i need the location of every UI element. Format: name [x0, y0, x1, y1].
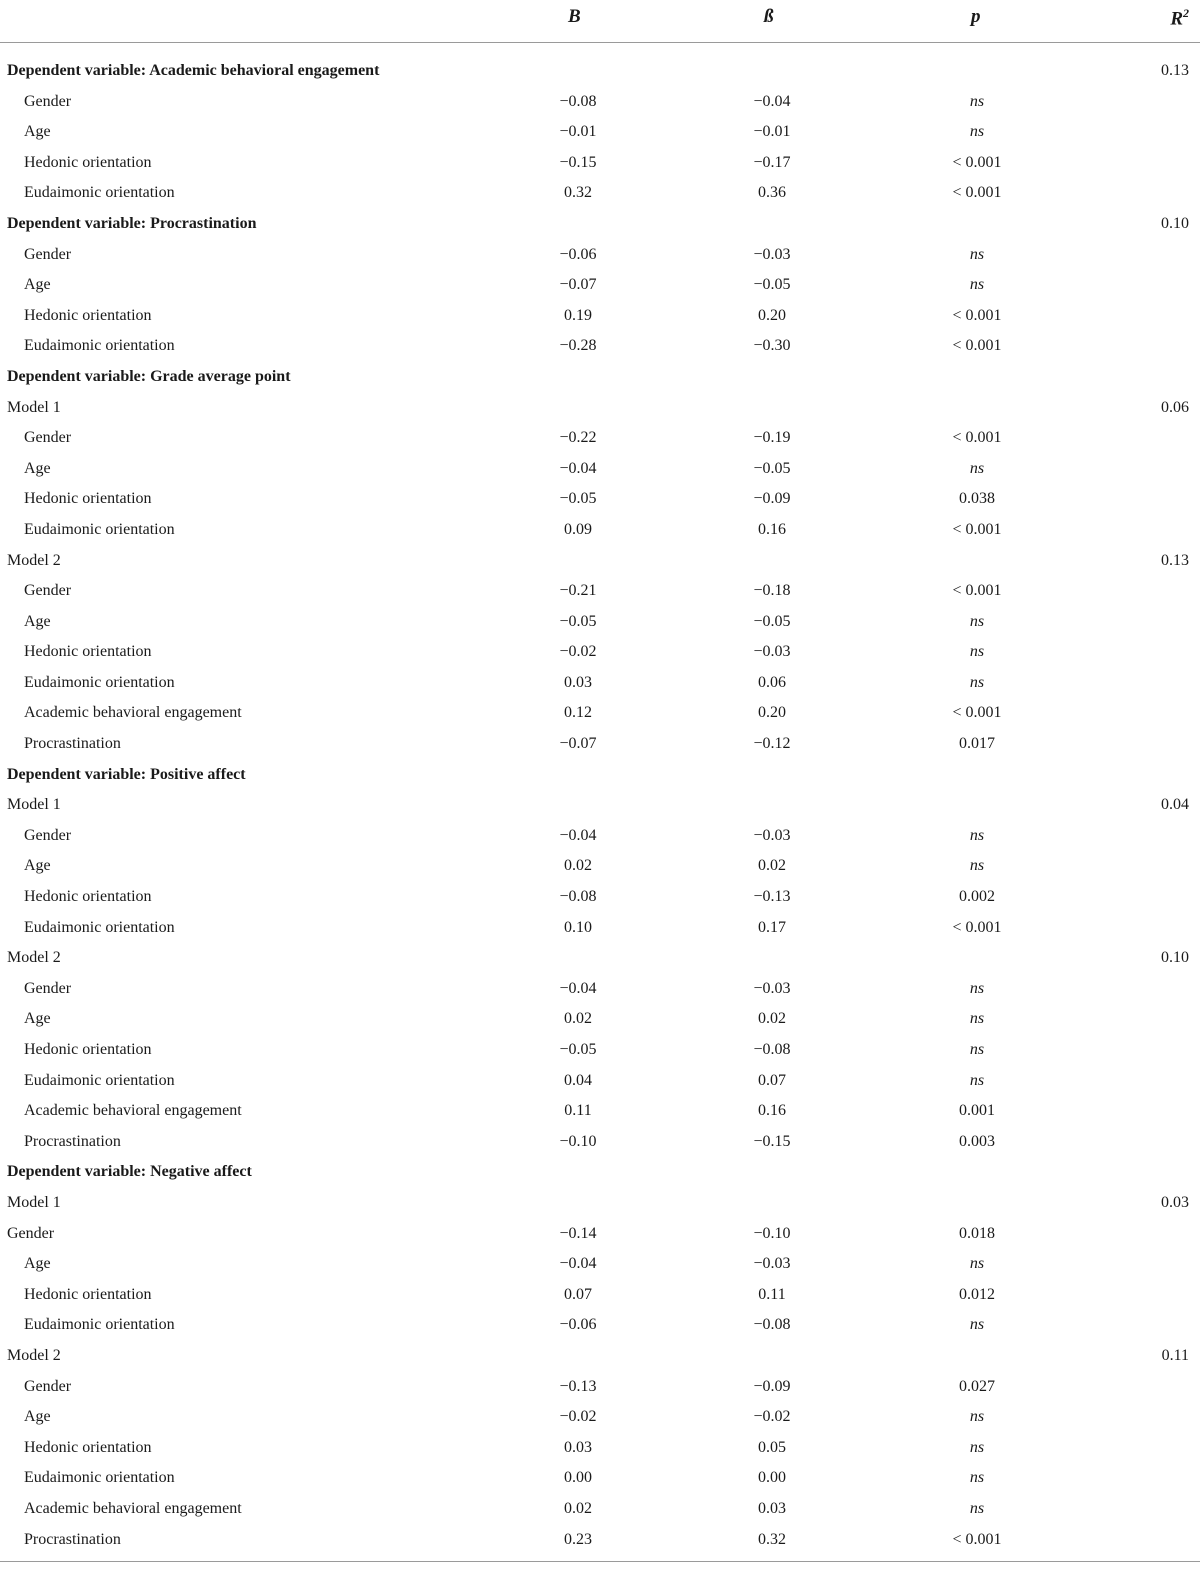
p-value: 0.003	[959, 1132, 995, 1150]
b-value: −0.21	[559, 582, 597, 600]
model-label: Model 2	[7, 949, 61, 967]
table-row	[0, 1127, 1200, 1158]
p-value: ns	[969, 459, 985, 477]
b-value: −0.07	[559, 735, 597, 753]
section-label: Dependent variable: Grade average point	[7, 367, 291, 385]
b-value: 0.03	[564, 1438, 592, 1456]
p-value: ns	[969, 1469, 985, 1487]
beta-value: −0.03	[753, 245, 791, 263]
beta-value: −0.05	[753, 459, 791, 477]
p-value: 0.038	[959, 490, 995, 508]
table-row	[0, 1096, 1200, 1127]
beta-value: 0.20	[758, 306, 786, 324]
b-value: −0.10	[559, 1132, 597, 1150]
p-value: ns	[969, 979, 985, 997]
beta-value: −0.03	[753, 1255, 791, 1273]
beta-value: 0.05	[758, 1438, 786, 1456]
b-value: −0.22	[559, 429, 597, 447]
b-value: −0.01	[559, 123, 597, 141]
column-header-r2	[1170, 6, 1189, 30]
predictor-label: Hedonic orientation	[24, 1285, 152, 1303]
predictor-label: Academic behavioral engagement	[24, 1499, 242, 1517]
table-row	[0, 668, 1200, 699]
b-value: 0.07	[564, 1285, 592, 1303]
model-row	[0, 393, 1200, 424]
p-value: ns	[969, 245, 985, 263]
table-row	[0, 240, 1200, 271]
table-row	[0, 974, 1200, 1005]
predictor-label: Eudaimonic orientation	[24, 1071, 175, 1089]
r2-value: 0.06	[1161, 398, 1189, 416]
table-row	[0, 729, 1200, 760]
beta-value: −0.01	[753, 123, 791, 141]
section-label: Dependent variable: Positive affect	[7, 765, 246, 783]
beta-value: 0.02	[758, 1010, 786, 1028]
b-value: −0.04	[559, 979, 597, 997]
table-row	[0, 1280, 1200, 1311]
predictor-label: Eudaimonic orientation	[24, 184, 175, 202]
predictor-label: Age	[24, 612, 51, 630]
model-label: Model 2	[7, 1346, 61, 1364]
beta-value: 0.16	[758, 520, 786, 538]
predictor-label: Gender	[7, 1224, 55, 1242]
table-row	[0, 1525, 1200, 1556]
r2-superscript: 2	[1183, 6, 1189, 20]
table-row	[0, 1433, 1200, 1464]
b-value: 0.02	[564, 1499, 592, 1517]
table-row	[0, 454, 1200, 485]
p-value: ns	[969, 276, 985, 294]
b-value: −0.06	[559, 245, 597, 263]
p-value: < 0.001	[952, 153, 1002, 171]
p-value: < 0.001	[952, 582, 1002, 600]
predictor-label: Age	[24, 123, 51, 141]
beta-value: 0.32	[758, 1530, 786, 1548]
b-value: 0.02	[564, 1010, 592, 1028]
beta-value: −0.15	[753, 1132, 791, 1150]
model-row	[0, 943, 1200, 974]
table-row	[0, 484, 1200, 515]
predictor-label: Academic behavioral engagement	[24, 704, 242, 722]
r2-value: 0.04	[1161, 796, 1189, 814]
table-row	[0, 1372, 1200, 1403]
model-row	[0, 790, 1200, 821]
table-row	[0, 301, 1200, 332]
p-value: ns	[969, 1438, 985, 1456]
b-value: 0.19	[564, 306, 592, 324]
model-label: Model 2	[7, 551, 61, 569]
table-row	[0, 87, 1200, 118]
predictor-label: Gender	[24, 1377, 72, 1395]
table-row	[0, 637, 1200, 668]
beta-value: 0.02	[758, 857, 786, 875]
beta-value: 0.07	[758, 1071, 786, 1089]
predictor-label: Hedonic orientation	[24, 888, 152, 906]
table-body	[0, 43, 1200, 1555]
column-header-p: p	[971, 6, 981, 27]
table-row	[0, 1402, 1200, 1433]
beta-value: −0.12	[753, 735, 791, 753]
beta-value: −0.04	[753, 92, 791, 110]
b-value: 0.23	[564, 1530, 592, 1548]
p-value: 0.002	[959, 888, 995, 906]
table-row	[0, 576, 1200, 607]
column-header-beta: ß	[764, 6, 774, 27]
p-value: < 0.001	[952, 337, 1002, 355]
p-value: < 0.001	[952, 1530, 1002, 1548]
beta-value: −0.03	[753, 979, 791, 997]
beta-value: −0.13	[753, 888, 791, 906]
predictor-label: Age	[24, 1408, 51, 1426]
predictor-label: Gender	[24, 245, 72, 263]
p-value: < 0.001	[952, 520, 1002, 538]
table-row	[0, 1494, 1200, 1525]
beta-value: −0.30	[753, 337, 791, 355]
table-row	[0, 423, 1200, 454]
p-value: ns	[969, 1255, 985, 1273]
p-value: 0.017	[959, 735, 995, 753]
table-row	[0, 1463, 1200, 1494]
table-row	[0, 1219, 1200, 1250]
r2-value: 0.10	[1161, 214, 1189, 232]
b-value: −0.14	[559, 1224, 597, 1242]
p-value: ns	[969, 826, 985, 844]
p-value: < 0.001	[952, 184, 1002, 202]
table-row	[0, 698, 1200, 729]
predictor-label: Age	[24, 276, 51, 294]
b-value: −0.05	[559, 612, 597, 630]
beta-value: 0.16	[758, 1102, 786, 1120]
model-label: Model 1	[7, 796, 61, 814]
beta-value: −0.03	[753, 826, 791, 844]
table-row	[0, 1310, 1200, 1341]
p-value: < 0.001	[952, 704, 1002, 722]
table-row	[0, 331, 1200, 362]
p-value: ns	[969, 1408, 985, 1426]
predictor-label: Procrastination	[24, 1530, 121, 1548]
table-row	[0, 913, 1200, 944]
beta-value: −0.05	[753, 612, 791, 630]
b-value: −0.05	[559, 490, 597, 508]
p-value: ns	[969, 673, 985, 691]
predictor-label: Gender	[24, 979, 72, 997]
model-row	[0, 1341, 1200, 1372]
section-row	[0, 209, 1200, 240]
predictor-label: Eudaimonic orientation	[24, 337, 175, 355]
b-value: −0.08	[559, 92, 597, 110]
section-row	[0, 56, 1200, 87]
predictor-label: Age	[24, 857, 51, 875]
beta-value: 0.36	[758, 184, 786, 202]
predictor-label: Age	[24, 459, 51, 477]
beta-value: −0.10	[753, 1224, 791, 1242]
model-label: Model 1	[7, 1193, 61, 1211]
p-value: < 0.001	[952, 429, 1002, 447]
beta-value: 0.20	[758, 704, 786, 722]
b-value: −0.08	[559, 888, 597, 906]
section-row	[0, 760, 1200, 791]
p-value: ns	[969, 1071, 985, 1089]
predictor-label: Age	[24, 1255, 51, 1273]
beta-value: −0.08	[753, 1316, 791, 1334]
beta-value: 0.06	[758, 673, 786, 691]
table-row	[0, 851, 1200, 882]
b-value: −0.07	[559, 276, 597, 294]
p-value: ns	[969, 1499, 985, 1517]
predictor-label: Gender	[24, 92, 72, 110]
predictor-label: Eudaimonic orientation	[24, 673, 175, 691]
b-value: −0.02	[559, 643, 597, 661]
table-row	[0, 270, 1200, 301]
predictor-label: Academic behavioral engagement	[24, 1102, 242, 1120]
predictor-label: Gender	[24, 582, 72, 600]
p-value: ns	[969, 612, 985, 630]
predictor-label: Hedonic orientation	[24, 153, 152, 171]
predictor-label: Age	[24, 1010, 51, 1028]
predictor-label: Eudaimonic orientation	[24, 1469, 175, 1487]
p-value: ns	[969, 857, 985, 875]
b-value: 0.04	[564, 1071, 592, 1089]
b-value: −0.04	[559, 459, 597, 477]
predictor-label: Procrastination	[24, 1132, 121, 1150]
beta-value: 0.11	[758, 1285, 786, 1303]
r2-base: R	[1170, 8, 1183, 30]
predictor-label: Hedonic orientation	[24, 306, 152, 324]
predictor-label: Eudaimonic orientation	[24, 918, 175, 936]
beta-value: −0.19	[753, 429, 791, 447]
b-value: −0.28	[559, 337, 597, 355]
beta-value: −0.09	[753, 490, 791, 508]
p-value: ns	[969, 123, 985, 141]
beta-value: 0.17	[758, 918, 786, 936]
table-row	[0, 515, 1200, 546]
p-value: 0.018	[959, 1224, 995, 1242]
b-value: −0.05	[559, 1041, 597, 1058]
b-value: −0.13	[559, 1377, 597, 1395]
p-value: 0.001	[959, 1102, 995, 1120]
r2-value: 0.11	[1161, 1346, 1189, 1364]
predictor-label: Gender	[24, 826, 72, 844]
beta-value: 0.03	[758, 1499, 786, 1517]
r2-value: 0.13	[1161, 551, 1189, 569]
section-row	[0, 1157, 1200, 1188]
beta-value: −0.09	[753, 1377, 791, 1395]
b-value: −0.04	[559, 826, 597, 844]
p-value: ns	[969, 92, 985, 110]
section-row	[0, 362, 1200, 393]
b-value: −0.04	[559, 1255, 597, 1273]
table-row	[0, 1066, 1200, 1097]
b-value: −0.15	[559, 153, 597, 171]
predictor-label: Gender	[24, 429, 72, 447]
p-value: ns	[969, 1316, 985, 1334]
p-value: ns	[969, 643, 985, 661]
model-row	[0, 546, 1200, 577]
predictor-label: Hedonic orientation	[24, 1438, 152, 1456]
table-row	[0, 178, 1200, 209]
b-value: 0.00	[564, 1469, 592, 1487]
b-value: −0.02	[559, 1408, 597, 1426]
predictor-label: Procrastination	[24, 735, 121, 753]
r2-value: 0.13	[1161, 62, 1189, 79]
p-value: 0.027	[959, 1377, 995, 1395]
predictor-label: Hedonic orientation	[24, 643, 152, 661]
beta-value: −0.08	[753, 1041, 791, 1058]
section-label: Dependent variable: Academic behavioral engagement	[7, 62, 380, 79]
p-value: ns	[969, 1010, 985, 1028]
p-value: < 0.001	[952, 918, 1002, 936]
b-value: 0.10	[564, 918, 592, 936]
table-row	[0, 117, 1200, 148]
predictor-label: Eudaimonic orientation	[24, 520, 175, 538]
table-row	[0, 821, 1200, 852]
predictor-label: Hedonic orientation	[24, 490, 152, 508]
b-value: 0.02	[564, 857, 592, 875]
p-value: 0.012	[959, 1285, 995, 1303]
predictor-label: Eudaimonic orientation	[24, 1316, 175, 1334]
r2-value: 0.10	[1161, 949, 1189, 967]
b-value: 0.11	[564, 1102, 592, 1120]
b-value: 0.32	[564, 184, 592, 202]
beta-value: −0.02	[753, 1408, 791, 1426]
section-label: Dependent variable: Procrastination	[7, 214, 257, 232]
beta-value: −0.18	[753, 582, 791, 600]
predictor-label: Hedonic orientation	[24, 1041, 152, 1058]
table-row	[0, 1004, 1200, 1035]
table-row	[0, 1249, 1200, 1280]
b-value: 0.03	[564, 673, 592, 691]
table-bottom-rule	[0, 1561, 1200, 1562]
section-label: Dependent variable: Negative affect	[7, 1163, 252, 1181]
table-row	[0, 607, 1200, 638]
column-header-b: B	[568, 6, 581, 27]
model-row	[0, 1188, 1200, 1219]
table-row	[0, 882, 1200, 913]
beta-value: −0.17	[753, 153, 791, 171]
beta-value: −0.05	[753, 276, 791, 294]
beta-value: 0.00	[758, 1469, 786, 1487]
r2-value: 0.03	[1161, 1193, 1189, 1211]
table-header	[0, 0, 1200, 43]
b-value: −0.06	[559, 1316, 597, 1334]
p-value: ns	[969, 1041, 985, 1058]
table-row	[0, 1035, 1200, 1066]
model-label: Model 1	[7, 398, 61, 416]
b-value: 0.09	[564, 520, 592, 538]
b-value: 0.12	[564, 704, 592, 722]
beta-value: −0.03	[753, 643, 791, 661]
table-row	[0, 148, 1200, 179]
p-value: < 0.001	[952, 306, 1002, 324]
